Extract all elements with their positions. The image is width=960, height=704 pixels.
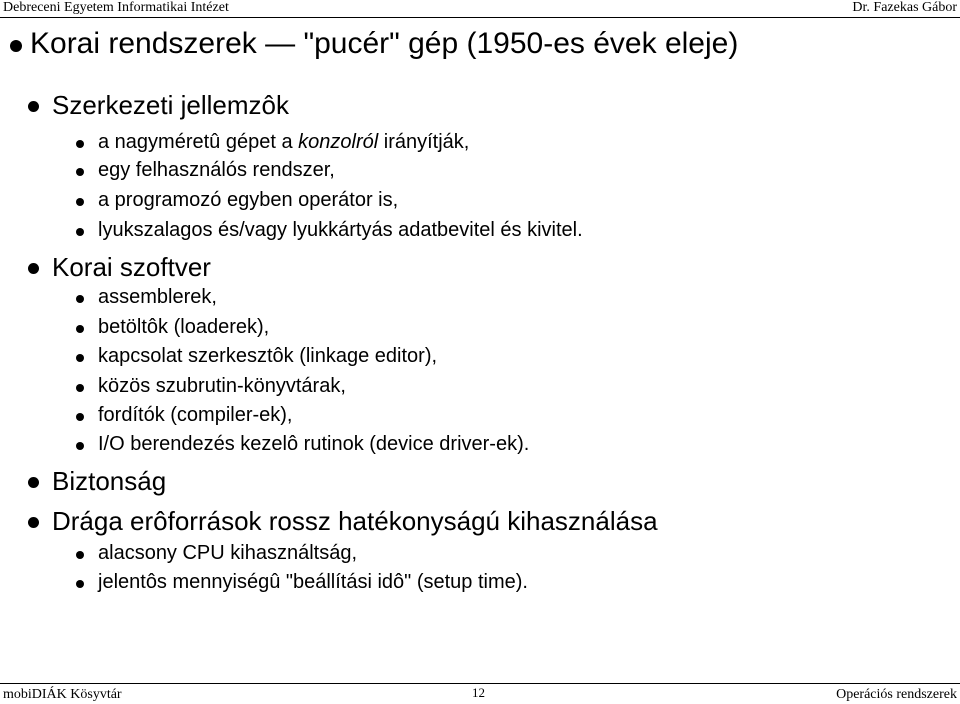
list-item: fordítók (compiler-ek),	[98, 404, 293, 426]
header-institution: Debreceni Egyetem Informatikai Intézet	[3, 0, 229, 15]
item-bullet	[76, 354, 84, 362]
title-bullet	[10, 40, 22, 52]
list-item: alacsony CPU kihasználtság,	[98, 542, 358, 564]
section-bullet	[28, 263, 39, 274]
section-bullet	[28, 101, 39, 112]
list-item: egy felhasználós rendszer,	[98, 159, 335, 181]
item-bullet	[76, 140, 84, 148]
section-heading-software: Korai szoftver	[52, 252, 211, 282]
footer-library: mobiDIÁK Kösyvtár	[3, 687, 122, 702]
slide-title: Korai rendszerek — "pucér" gép (1950-es évek eleje)	[30, 27, 739, 60]
section-heading-resources: Drága erôforrások rossz hatékonyságú kihasználása	[52, 506, 658, 536]
page-header	[0, 0, 960, 18]
list-item: lyukszalagos és/vagy lyukkártyás adatbevitel és kivitel.	[98, 219, 583, 241]
list-item: kapcsolat szerkesztôk (linkage editor),	[98, 345, 438, 367]
item-bullet	[76, 384, 84, 392]
list-item: a programozó egyben operátor is,	[98, 189, 399, 211]
section-bullet	[28, 477, 39, 488]
footer-course: Operációs rendszerek	[836, 687, 957, 702]
list-item: assemblerek,	[98, 286, 217, 308]
list-item: közös szubrutin-könyvtárak,	[98, 375, 346, 397]
section-heading-structure: Szerkezeti jellemzôk	[52, 90, 289, 120]
section-bullet	[28, 517, 39, 528]
list-item: I/O berendezés kezelô rutinok (device driver-ek).	[98, 433, 530, 455]
list-item: jelentôs mennyiségû "beállítási idô" (setup time).	[98, 571, 528, 593]
item-bullet	[76, 198, 84, 206]
item-text: a nagyméretû gépet a	[98, 131, 299, 153]
item-bullet	[76, 168, 84, 176]
item-bullet	[76, 442, 84, 450]
item-emphasis: konzolról	[298, 131, 379, 153]
item-text: irányítják,	[378, 131, 470, 153]
item-bullet	[76, 228, 84, 236]
item-bullet	[76, 295, 84, 303]
item-bullet	[76, 551, 84, 559]
page-number: 12	[472, 685, 485, 700]
section-heading-security: Biztonság	[52, 466, 167, 496]
list-item: betöltôk (loaderek),	[98, 316, 270, 338]
item-bullet	[76, 325, 84, 333]
page-footer	[0, 683, 960, 704]
list-item	[98, 131, 469, 154]
item-bullet	[76, 580, 84, 588]
header-author: Dr. Fazekas Gábor	[852, 0, 957, 15]
item-bullet	[76, 413, 84, 421]
